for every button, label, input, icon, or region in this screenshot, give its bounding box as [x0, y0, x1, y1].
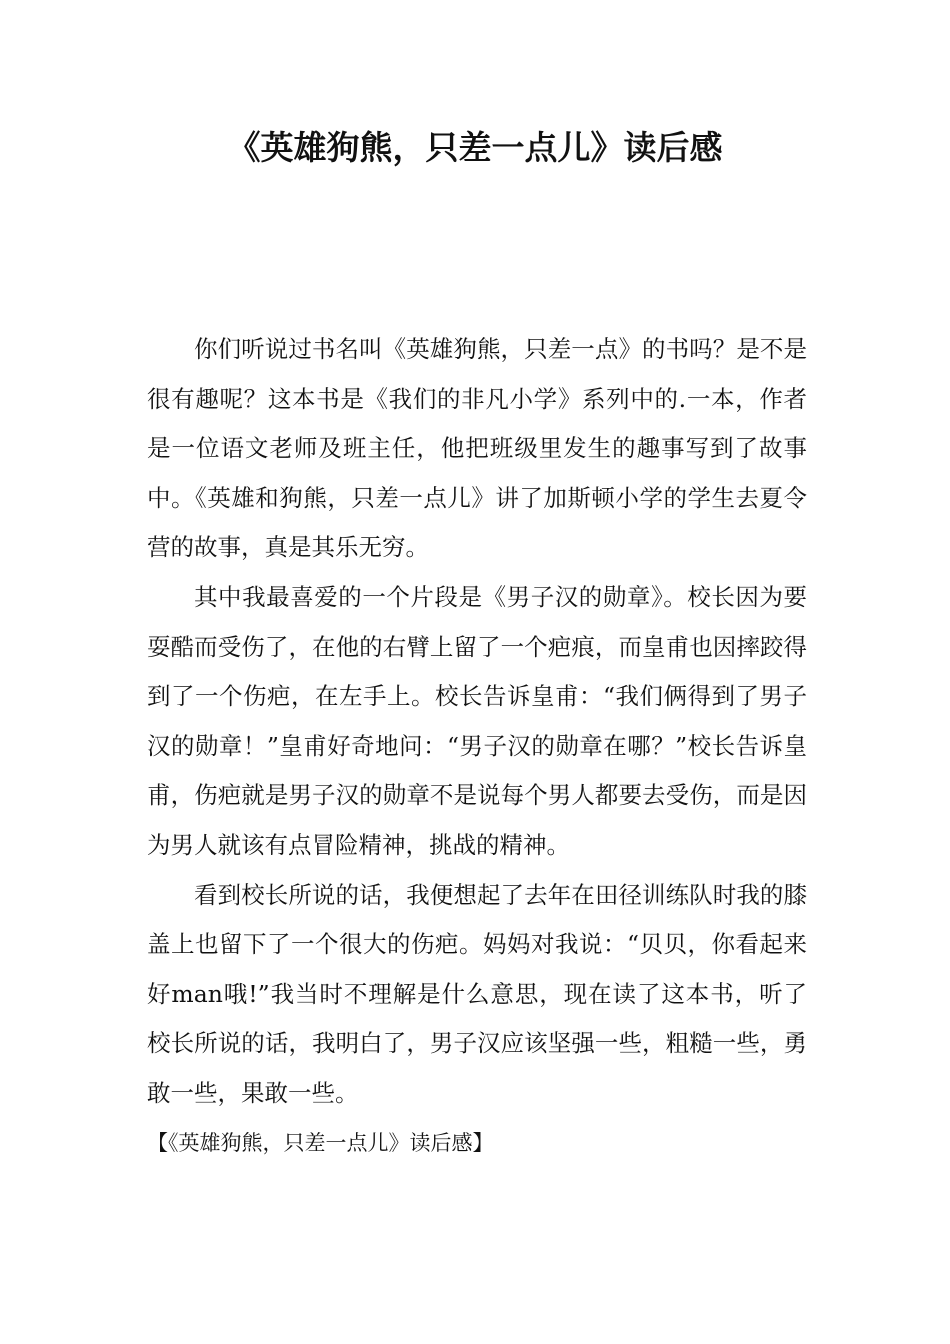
paragraph-3: 看到校长所说的话，我便想起了去年在田径训练队时我的膝盖上也留下了一个很大的伤疤。妈妈对我说：“贝贝，你看起来好man哦!”我当时不理解是什么意思，现在读了这本书，听了校长所说的话，我明白了，男子汉应该坚强一些，粗糙一些，勇敢一些，果敢一些。	[147, 880, 807, 1107]
document-body	[147, 325, 807, 1168]
paragraph-2: 其中我最喜爱的一个片段是《男子汉的勋章》。校长因为要耍酷而受伤了，在他的右臂上留了一个疤痕，而皇甫也因摔跤得到了一个伤疤，在左手上。校长告诉皇甫：“我们俩得到了男子汉的勋章！”皇甫好奇地问：“男子汉的勋章在哪？”校长告诉皇甫，伤疤就是男子汉的勋章不是说每个男人都要去受伤，而是因为男人就该有点冒险精神，挑战的精神。	[147, 582, 807, 859]
footer-title: 【《英雄狗熊，只差一点儿》读后感】	[147, 1130, 494, 1155]
page-title: 《英雄狗熊，只差一点儿》读后感	[227, 128, 723, 167]
paragraph-1: 你们听说过书名叫《英雄狗熊，只差一点》的书吗？是不是很有趣呢？这本书是《我们的非凡小学》系列中的.一本，作者是一位语文老师及班主任，他把班级里发生的趣事写到了故事中。《英雄和狗熊，只差一点儿》讲了加斯顿小学的学生去夏令营的故事，真是其乐无穷。	[147, 335, 807, 562]
